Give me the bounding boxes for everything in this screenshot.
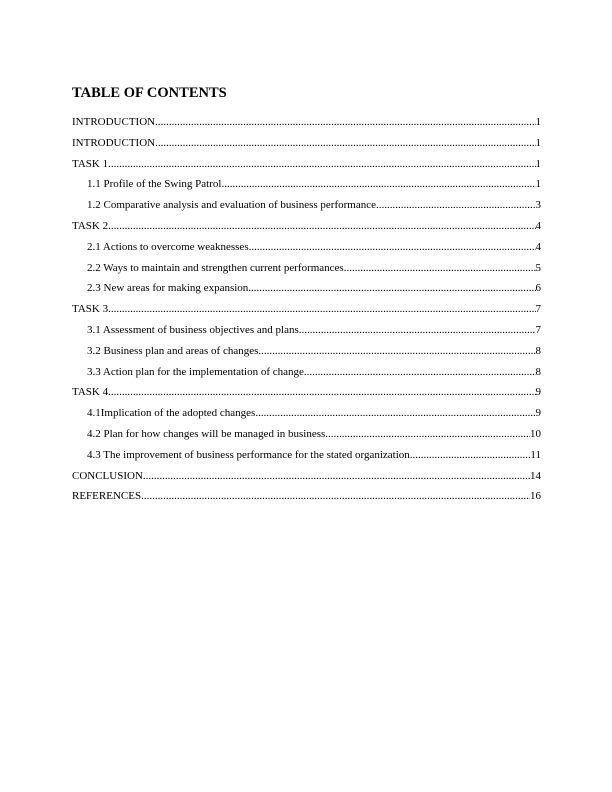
toc-dot-leader: [108, 382, 535, 403]
toc-entry[interactable]: [72, 154, 541, 175]
toc-dot-leader: [108, 154, 535, 175]
toc-entry[interactable]: [72, 278, 541, 299]
toc-entry[interactable]: [72, 174, 541, 195]
toc-dot-leader: [143, 466, 530, 487]
toc-page-number: 1: [535, 178, 541, 191]
toc-dot-leader: [155, 112, 535, 133]
toc-dot-leader: [108, 299, 535, 320]
toc-page-number: 11: [530, 448, 541, 461]
toc-page-number: 7: [535, 303, 541, 316]
toc-page-number: 4: [535, 219, 541, 232]
toc-page-number: 1: [535, 116, 541, 128]
toc-entry[interactable]: [72, 299, 541, 320]
toc-entry-label: TASK 2: [72, 219, 109, 232]
toc-entry-label: 4.1Implication of the adopted changes: [87, 407, 256, 420]
toc-entry[interactable]: [72, 237, 541, 258]
toc-page-number: 5: [535, 261, 541, 274]
toc-entry-label: INTRODUCTION: [72, 136, 156, 149]
toc-page-number: 4: [535, 240, 541, 253]
toc-entry[interactable]: [72, 403, 541, 424]
toc-page-number: 9: [535, 407, 541, 420]
toc-entry[interactable]: [72, 445, 541, 466]
toc-entry-label: 1.2 Comparative analysis and evaluation of business performance: [87, 199, 376, 212]
toc-entry[interactable]: [72, 341, 541, 362]
toc-page-number: 14: [530, 469, 541, 482]
toc-dot-leader: [141, 486, 530, 507]
toc-dot-leader: [304, 362, 536, 383]
toc-entry[interactable]: [72, 466, 541, 487]
toc-entry-label: 1.1 Profile of the Swing Patrol: [87, 178, 222, 191]
toc-entry[interactable]: [72, 320, 541, 341]
toc-dot-leader: [325, 424, 530, 445]
toc-page-number: 8: [535, 344, 541, 357]
toc-page-number: 16: [530, 490, 541, 503]
toc-dot-leader: [376, 195, 536, 216]
toc-page-number: 10: [530, 427, 541, 440]
toc-entry[interactable]: [72, 258, 541, 279]
toc-dot-leader: [108, 216, 535, 237]
toc-dot-leader: [221, 174, 535, 195]
toc-dot-leader: [344, 258, 536, 279]
toc-entry[interactable]: [72, 382, 541, 403]
toc-title: TABLE OF CONTENTS: [72, 85, 227, 101]
toc-entry[interactable]: [72, 424, 541, 445]
toc-entry[interactable]: [72, 486, 541, 507]
toc-entry-label: REFERENCES: [72, 490, 142, 503]
toc-entry-label: INTRODUCTION: [72, 116, 156, 128]
toc-dot-leader: [258, 341, 535, 362]
toc-entry-label: 4.2 Plan for how changes will be managed in business: [87, 427, 326, 440]
toc-page-number: 7: [535, 323, 541, 336]
toc-dot-leader: [248, 278, 535, 299]
toc-entry-label: 3.3 Action plan for the implementation of change: [87, 365, 304, 378]
toc-entry[interactable]: [72, 112, 541, 133]
toc-entry[interactable]: [72, 362, 541, 383]
toc-entry[interactable]: [72, 133, 541, 154]
document-page: [72, 84, 541, 507]
toc-dot-leader: [249, 237, 536, 258]
toc-entry-label: 4.3 The improvement of business performance for the stated organization: [87, 448, 410, 461]
toc-entry-label: 3.1 Assessment of business objectives and plans: [87, 323, 299, 336]
toc-dot-leader: [299, 320, 536, 341]
toc-page-number: 1: [535, 157, 541, 170]
toc-dot-leader: [155, 133, 535, 154]
toc-entry[interactable]: [72, 216, 541, 237]
toc-page-number: 1: [535, 136, 541, 149]
toc-entry-label: 2.3 New areas for making expansion: [87, 282, 249, 295]
toc-dot-leader: [410, 445, 531, 466]
toc-page-number: 9: [535, 386, 541, 399]
toc-entry-label: TASK 1: [72, 157, 109, 170]
toc-entry-label: CONCLUSION: [72, 469, 143, 482]
toc-page-number: 8: [535, 365, 541, 378]
toc-list: [72, 112, 541, 507]
toc-entry-label: 3.2 Business plan and areas of changes: [87, 344, 259, 357]
toc-entry-label: TASK 3: [72, 303, 109, 316]
toc-entry-label: 2.2 Ways to maintain and strengthen current performances: [87, 261, 344, 274]
toc-dot-leader: [255, 403, 535, 424]
toc-page-number: 6: [535, 282, 541, 295]
toc-entry[interactable]: [72, 195, 541, 216]
toc-entry-label: 2.1 Actions to overcome weaknesses: [87, 240, 249, 253]
toc-page-number: 3: [535, 199, 541, 212]
toc-entry-label: TASK 4: [72, 386, 109, 399]
